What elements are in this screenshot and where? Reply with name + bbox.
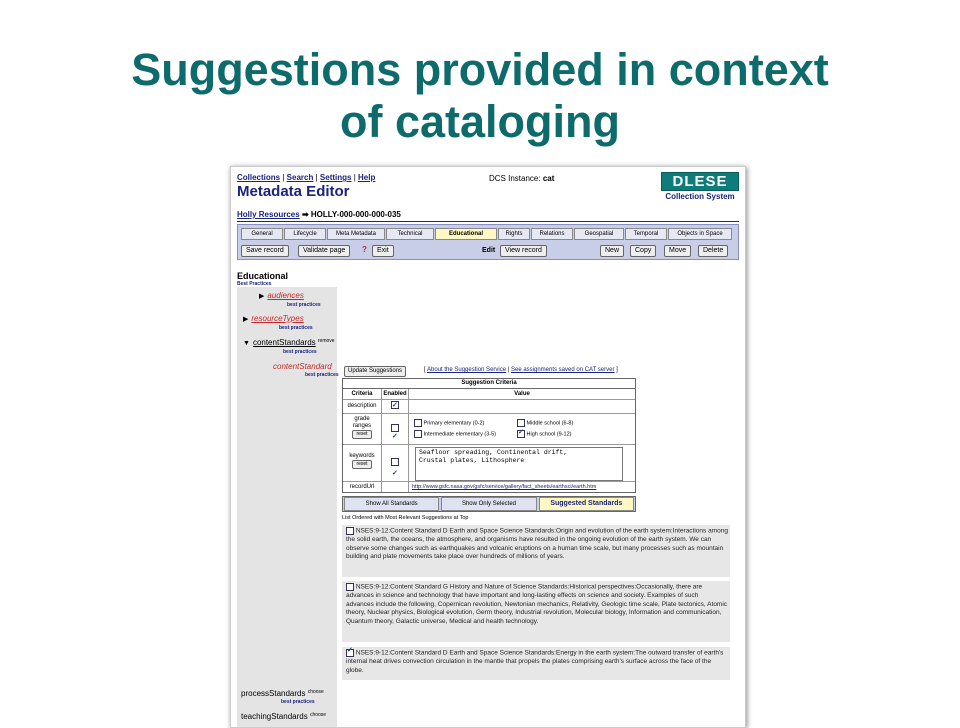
grade-option-label: Middle school (6-8) xyxy=(526,420,574,427)
content-standards-label[interactable]: contentStandards xyxy=(252,338,316,347)
bracket-close: ] xyxy=(616,367,618,373)
audiences-label[interactable]: audiences xyxy=(267,291,304,300)
nav-settings-link[interactable]: Settings xyxy=(319,173,352,182)
description-label: description xyxy=(343,400,382,413)
dcs-value: cat xyxy=(542,174,555,183)
grade-enabled-checkbox[interactable] xyxy=(391,424,399,432)
process-standards-label[interactable]: processStandards xyxy=(241,689,306,698)
record-url-label: recordUrl xyxy=(343,482,382,492)
suggested-standards-tab[interactable]: Suggested Standards xyxy=(539,497,634,511)
col-value: Value xyxy=(514,391,530,397)
best-practices-link[interactable]: best practices xyxy=(281,699,315,705)
standards-view-tabs xyxy=(342,496,636,512)
reset-keywords-button[interactable]: reset xyxy=(352,460,371,469)
field-content-standards[interactable] xyxy=(243,338,335,347)
expand-triangle-icon[interactable]: ▶ xyxy=(259,293,265,300)
grade-option-primary[interactable] xyxy=(414,419,484,427)
description-enabled-checkbox[interactable] xyxy=(391,401,399,409)
value-cell xyxy=(409,400,635,413)
about-suggestion-service-link[interactable]: About the Suggestion Service xyxy=(427,367,507,373)
show-all-standards-tab[interactable]: Show All Standards xyxy=(344,497,439,511)
save-record-button[interactable]: Save record xyxy=(241,245,289,257)
tab-objects-in-space[interactable]: Objects in Space xyxy=(668,228,732,240)
field-resource-types[interactable] xyxy=(243,314,304,323)
slide-title-line2: of cataloging xyxy=(340,96,620,147)
record-url-link[interactable]: http://www.gsfc.nasa.gov/gsfc/service/gallery/fact_sheets/earthsci/earth.htm xyxy=(412,484,597,490)
choose-link[interactable]: choose xyxy=(309,712,327,718)
copy-button[interactable]: Copy xyxy=(630,245,656,257)
tab-geospatial[interactable]: Geospatial xyxy=(574,228,624,240)
suggestion-checkbox[interactable] xyxy=(346,583,354,591)
suggestion-item[interactable] xyxy=(342,647,730,680)
tab-general[interactable]: General xyxy=(241,228,283,240)
content-standard-label: contentStandard xyxy=(273,362,332,371)
breadcrumb-collection-link[interactable]: Holly Resources xyxy=(237,210,300,219)
new-button[interactable]: New xyxy=(600,245,624,257)
slide-title xyxy=(0,44,960,148)
criteria-header-row xyxy=(343,389,635,400)
suggestion-checkbox[interactable] xyxy=(346,527,354,535)
suggestion-criteria-table xyxy=(342,378,636,493)
reset-grade-button[interactable]: reset xyxy=(352,430,371,439)
dlese-logo xyxy=(661,172,739,204)
grade-option-high[interactable] xyxy=(517,430,571,438)
keywords-label: keywords xyxy=(349,453,375,459)
suggestion-item[interactable] xyxy=(342,525,730,577)
keywords-label-cell xyxy=(343,445,382,481)
grade-option-label: Primary elementary (0-2) xyxy=(423,420,485,427)
dcs-label: DCS Instance: xyxy=(489,174,541,183)
show-only-selected-tab[interactable]: Show Only Selected xyxy=(441,497,536,511)
suggestion-text: NSES:9-12:Content Standard G History and Nature of Science Standards:Historical perspectives:Occasionally, there are advances in science and technology that have important and long-lasting effects on science and society. Examples of such advances include the following, Copernican revolution, Newtonian mechanics, Relativity, Geologic time scale, Plate tectonics, Atomic theory, Nuclear physics, Biological evolution, Germ theory, Industrial revolution, Molecular biology, Information and communication, Quantum theory, Galactic universe, Medical and health technology. xyxy=(346,583,728,625)
suggestion-text: NSES:9-12:Content Standard D Earth and Space Science Standards:Energy in the earth system:The outward transfer of earth's internal heat drives convection circulation in the mantle that propels the plates comprising earth's surface across the face of the globe. xyxy=(346,649,724,674)
nav-separator: | xyxy=(353,173,356,182)
grade-label-line1: grade xyxy=(354,416,370,422)
page-title: Metadata Editor xyxy=(237,183,350,200)
tab-educational[interactable]: Educational xyxy=(435,228,497,240)
keywords-enabled-checkbox[interactable] xyxy=(391,458,399,466)
breadcrumb xyxy=(237,210,401,219)
section-title: Educational xyxy=(237,271,289,281)
tab-bar xyxy=(241,228,733,240)
criteria-title: Suggestion Criteria xyxy=(343,379,635,389)
resource-types-label[interactable]: resourceTypes xyxy=(251,314,304,323)
breadcrumb-arrow-icon: ➡ xyxy=(301,210,309,219)
top-nav xyxy=(237,173,375,182)
update-suggestions-button[interactable]: Update Suggestions xyxy=(344,366,406,377)
view-record-button[interactable]: View record xyxy=(500,245,547,257)
validate-page-button[interactable]: Validate page xyxy=(298,245,350,257)
checkbox[interactable] xyxy=(517,430,525,438)
nav-search-link[interactable]: Search xyxy=(286,173,314,182)
criteria-row-grade-ranges xyxy=(343,414,635,445)
field-process-standards[interactable] xyxy=(241,689,324,698)
see-assignments-link[interactable]: See assignments saved on CAT server xyxy=(510,367,615,373)
nav-help-link[interactable]: Help xyxy=(358,173,376,182)
keywords-textarea[interactable]: Seafloor spreading, Continental drift, Crustal plates, Lithosphere xyxy=(415,447,623,481)
tab-relations[interactable]: Relations xyxy=(531,228,573,240)
choose-link[interactable]: choose xyxy=(307,689,324,695)
editor-toolbar-panel xyxy=(237,224,739,260)
collapse-triangle-icon[interactable]: ▼ xyxy=(243,340,250,347)
grade-options xyxy=(409,414,635,444)
logo-text: DLESE xyxy=(661,172,739,191)
expand-triangle-icon[interactable]: ▶ xyxy=(243,316,249,323)
col-criteria: Criteria xyxy=(343,389,382,399)
delete-button[interactable]: Delete xyxy=(698,245,728,257)
help-icon[interactable]: ? xyxy=(362,245,367,254)
tab-lifecycle[interactable]: Lifecycle xyxy=(284,228,326,240)
teaching-standards-label[interactable]: teachingStandards xyxy=(241,712,308,721)
keywords-value-cell xyxy=(409,445,635,481)
best-practices-link[interactable]: best practices xyxy=(305,372,339,378)
criteria-row-description xyxy=(343,400,635,414)
suggestion-links xyxy=(424,367,618,373)
edit-label: Edit xyxy=(482,247,496,254)
record-url-cell xyxy=(409,482,635,492)
ordered-note: List Ordered with Most Relevant Suggestions at Top xyxy=(342,515,469,521)
move-button[interactable]: Move xyxy=(664,245,691,257)
logo-subtitle: Collection System xyxy=(665,192,735,201)
best-practices-link[interactable]: best practices xyxy=(279,325,313,331)
slide-title-line1: Suggestions provided in context xyxy=(131,44,829,95)
dcs-instance xyxy=(489,174,554,183)
suggestion-item[interactable] xyxy=(342,581,730,642)
checkbox[interactable] xyxy=(517,419,525,427)
best-practices-link[interactable]: best practices xyxy=(283,349,317,355)
tab-meta-metadata[interactable]: Meta Metadata xyxy=(327,228,385,240)
nav-collections-link[interactable]: Collections xyxy=(237,173,281,182)
tab-rights[interactable]: Rights xyxy=(498,228,530,240)
grade-label-line2: ranges xyxy=(352,423,372,429)
bracket-open: [ xyxy=(424,367,426,373)
criteria-row-keywords xyxy=(343,445,635,482)
link-separator: | xyxy=(507,367,510,373)
tab-temporal[interactable]: Temporal xyxy=(625,228,667,240)
metadata-editor-screenshot xyxy=(230,166,746,728)
suggestion-checkbox[interactable] xyxy=(346,649,354,657)
enabled-cell xyxy=(382,414,409,444)
nav-separator: | xyxy=(282,173,285,182)
grade-option-middle[interactable] xyxy=(517,419,573,427)
criteria-row-record-url xyxy=(343,482,635,492)
tab-technical[interactable]: Technical xyxy=(386,228,434,240)
grade-option-intermediate[interactable] xyxy=(414,430,496,438)
col-enabled: Enabled xyxy=(382,389,409,399)
grade-option-label: High school (9-12) xyxy=(526,431,572,438)
remove-link[interactable]: remove xyxy=(317,338,335,344)
checkbox[interactable] xyxy=(414,430,422,438)
best-practices-link[interactable]: best practices xyxy=(287,302,321,308)
nav-separator: | xyxy=(315,173,318,182)
best-practices-link[interactable]: Best Practices xyxy=(237,281,272,287)
enabled-cell xyxy=(382,400,409,413)
breadcrumb-record-id: HOLLY-000-000-000-035 xyxy=(310,210,401,219)
suggestion-text: NSES:9-12:Content Standard D Earth and Space Science Standards:Origin and evolution of the earth system:Interactions among the solid earth, the oceans, the atmosphere, and organisms have resulted in the ongoing evolution of the earth system. We can observe some changes such as earthquakes and volcanic eruptions on a human time scale, but many processes such as mountain building and plate movements take place over hundreds of millions of years. xyxy=(346,527,728,561)
checkbox[interactable] xyxy=(414,419,422,427)
grade-option-label: Intermediate elementary (3-5) xyxy=(423,431,496,438)
divider xyxy=(237,221,739,222)
grade-ranges-label xyxy=(343,414,382,444)
exit-button[interactable]: Exit xyxy=(372,245,394,257)
field-audiences[interactable] xyxy=(259,291,304,300)
